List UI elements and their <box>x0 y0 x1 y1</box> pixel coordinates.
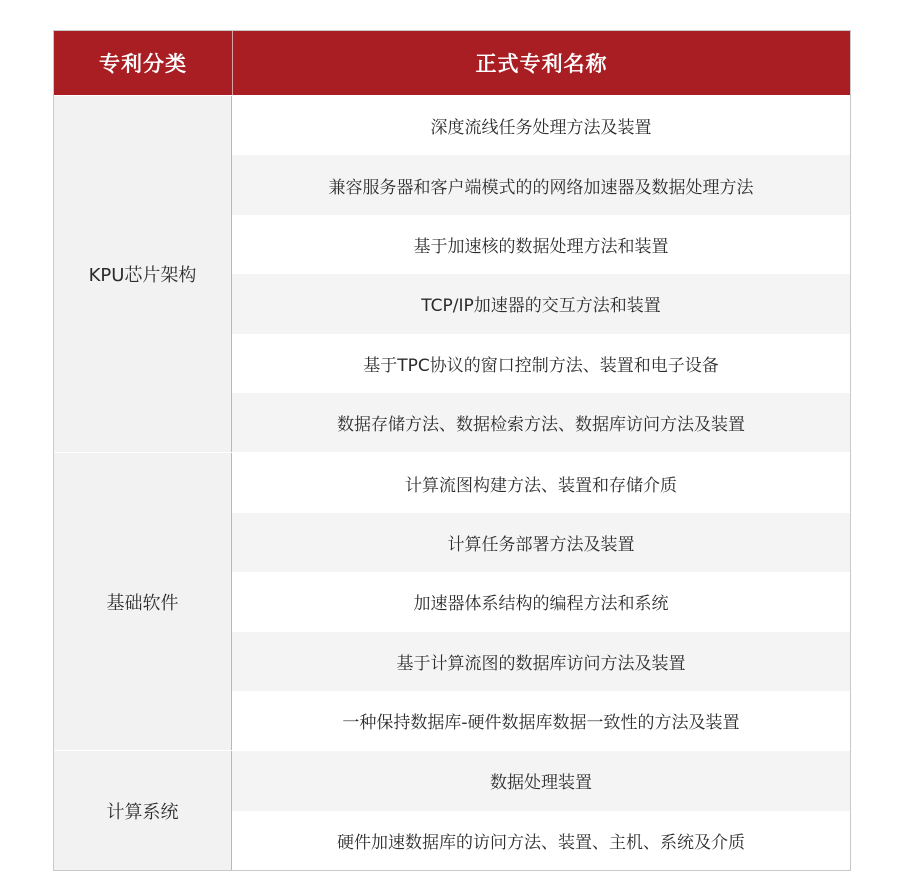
patent-row: 计算任务部署方法及装置 <box>232 513 850 572</box>
patent-row: 一种保持数据库-硬件数据库数据一致性的方法及装置 <box>232 691 850 750</box>
category-cell: 计算系统 <box>54 751 232 870</box>
patent-row: TCP/IP加速器的交互方法和装置 <box>232 274 850 333</box>
table-header <box>54 31 850 95</box>
category-cell: KPU芯片架构 <box>54 96 232 452</box>
header-patent-name: 正式专利名称 <box>475 52 608 76</box>
patent-row: 兼容服务器和客户端模式的的网络加速器及数据处理方法 <box>232 155 850 214</box>
patent-row: 基于计算流图的数据库访问方法及装置 <box>232 632 850 691</box>
patent-group-compute-system <box>54 750 850 870</box>
patent-group-base-software <box>54 452 850 750</box>
patent-row: 数据存储方法、数据检索方法、数据库访问方法及装置 <box>232 393 850 452</box>
patent-row: 加速器体系结构的编程方法和系统 <box>232 572 850 631</box>
category-cell: 基础软件 <box>54 453 232 750</box>
patent-row: 基于TPC协议的窗口控制方法、装置和电子设备 <box>232 334 850 393</box>
patent-table <box>53 30 851 871</box>
patent-row: 计算流图构建方法、装置和存储介质 <box>232 453 850 512</box>
header-category: 专利分类 <box>54 31 233 95</box>
patent-row: 基于加速核的数据处理方法和装置 <box>232 215 850 274</box>
patent-row: 深度流线任务处理方法及装置 <box>232 96 850 155</box>
patent-group-kpu <box>54 95 850 452</box>
patent-row: 数据处理装置 <box>232 751 850 810</box>
patent-row: 硬件加速数据库的访问方法、装置、主机、系统及介质 <box>232 811 850 870</box>
